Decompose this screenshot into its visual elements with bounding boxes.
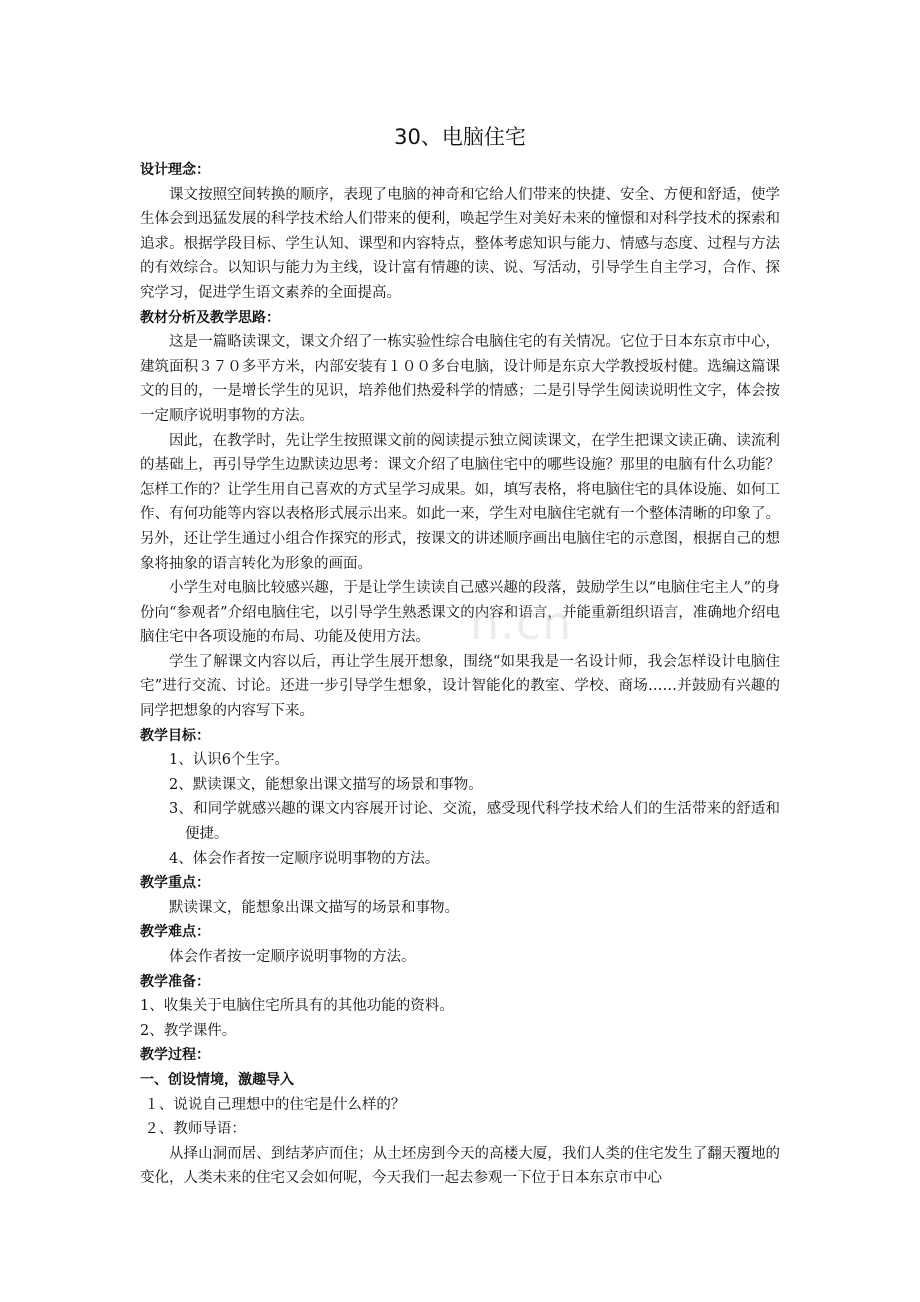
process-part1-heading: 一、创设情境，激趣导入 (140, 1071, 294, 1088)
difficulty-heading: 教学难点： (140, 924, 210, 941)
key-point-text: 默读课文，能想象出课文描写的场景和事物。 (169, 899, 459, 916)
design-concept-heading: 设计理念： (140, 162, 210, 178)
process-intro-paragraph: 从择山洞而居、到结茅庐而住；从土坯房到今天的高楼大厦，我们人类的住宅发生了翻天覆地的变化，人类未来的住宅又会如何呢，今天我们一起去参观一下位于日本东京市中心 (140, 1145, 780, 1187)
document-body (140, 158, 780, 1191)
watermark: n.cn (470, 596, 573, 650)
goal-item-1: 1、认识6个生字。 (169, 752, 289, 769)
goal-item-3: 3、和同学就感兴趣的课文内容展开讨论、交流，感受现代科学技术给人们的生活带来的舒适和便捷。 (169, 801, 780, 843)
preparation-heading: 教学准备： (140, 973, 210, 990)
page-title: 30、电脑住宅 (394, 125, 526, 149)
goal-item-4: 4、体会作者按一定顺序说明事物的方法。 (169, 850, 440, 867)
analysis-paragraph-2: 因此，在教学时，先让学生按照课文前的阅读提示独立阅读课文，在学生把课文读正确、读流利的基础上，再引导学生边默读边思考：课文介绍了电脑住宅中的哪些设施？那里的电脑有什么功能？怎样工作的？让学生用自己喜欢的方式呈学习成果。如，填写表格，将电脑住宅的具体设施、如何工作、有何功能等内容以表格形式展示出来。如此一来，学生对电脑住宅就有一个整体清晰的印象了。另外，还让学生通过小组合作探究的形式，按课文的讲述顺序画出电脑住宅的示意图，根据自己的想象将抽象的语言转化为形象的画面。 (140, 432, 780, 572)
key-point-heading: 教学重点： (140, 875, 210, 892)
analysis-paragraph-4: 学生了解课文内容以后，再让学生展开想象，围绕“如果我是一名设计师，我会怎样设计电脑住宅”进行交流、讨论。还进一步引导学生想象，设计智能化的教室、学校、商场……并鼓励有兴趣的同学把想象的内容写下来。 (140, 653, 780, 720)
preparation-item-1: 1、收集关于电脑住宅所具有的其他功能的资料。 (140, 998, 454, 1015)
goals-heading: 教学目标： (140, 727, 210, 744)
difficulty-text: 体会作者按一定顺序说明事物的方法。 (169, 949, 416, 965)
goal-item-2: 2、默读课文，能想象出课文描写的场景和事物。 (169, 776, 483, 793)
analysis-paragraph-1: 这是一篇略读课文，课文介绍了一栋实验性综合电脑住宅的有关情况。它位于日本东京市中心，建筑面积３７０多平方米，内部安装有１００多台电脑，设计师是东京大学教授坂村健。选编这篇课文的目的，一是增长学生的见识，培养他们热爱科学的情感；二是引导学生阅读说明性文字，体会按一定顺序说明事物的方法。 (140, 334, 780, 424)
analysis-paragraph-3: 小学生对电脑比较感兴趣，于是让学生读读自己感兴趣的段落，鼓励学生以“电脑住宅主人”的身份向“参观者”介绍电脑住宅，以引导学生熟悉课文的内容和语言，并能重新组织语言，准确地介绍电脑住宅中各项设施的布局、功能及使用方法。 (140, 580, 780, 646)
preparation-item-2: 2、教学课件。 (140, 1022, 237, 1039)
process-step-1: １、说说自己理想中的住宅是什么样的？ (144, 1096, 406, 1113)
process-step-2: ２、教师导语： (144, 1121, 246, 1138)
design-concept-paragraph: 课文按照空间转换的顺序，表现了电脑的神奇和它给人们带来的快捷、安全、方便和舒适，使学生体会到迅猛发展的科学技术给人们带来的便利，唤起学生对美好未来的憧憬和对科学技术的探索和追求。根据学段目标、学生认知、课型和内容特点，整体考虑知识与能力、情感与态度、过程与方法的有效综合。以知识与能力为主线，设计富有情趣的读、说、写活动，引导学生自主学习，合作、探究学习，促进学生语文素养的全面提高。 (140, 186, 780, 301)
analysis-heading: 教材分析及教学思路： (140, 309, 280, 326)
process-heading: 教学过程： (140, 1047, 210, 1064)
